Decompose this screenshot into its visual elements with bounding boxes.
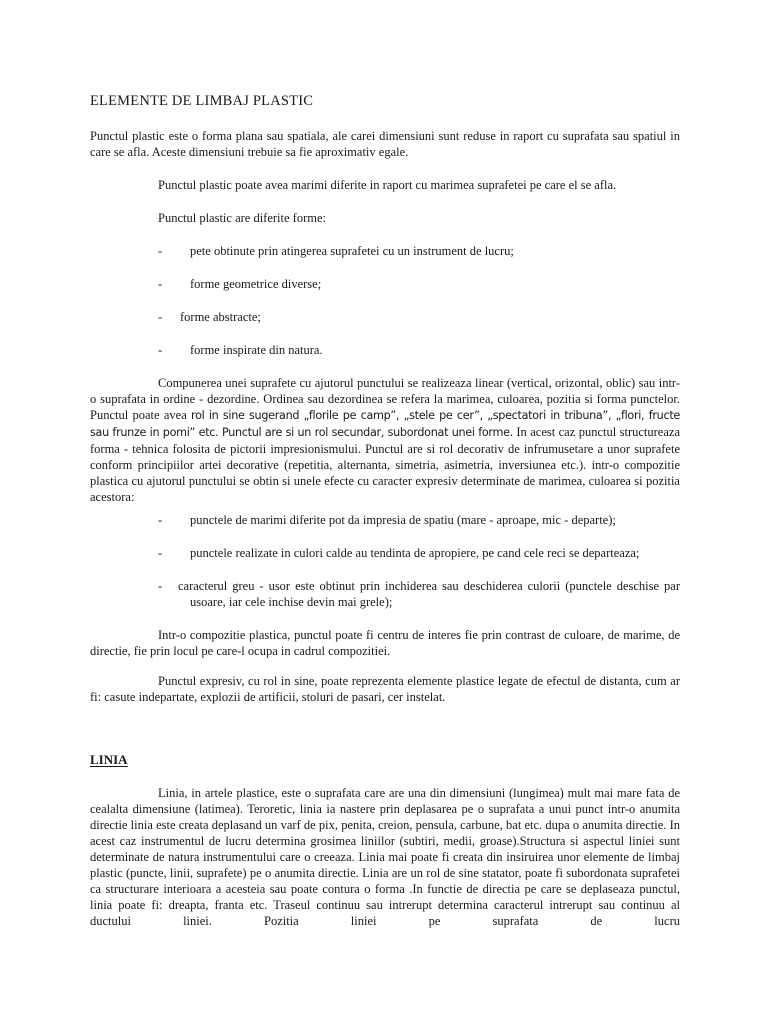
paragraph-marimi: Punctul plastic poate avea marimi diferite in raport cu marimea suprafetei pe care el se afla. — [158, 178, 617, 192]
list-item: forme abstracte; — [180, 310, 261, 324]
list-dash: - — [158, 343, 163, 357]
compunere-text-2: rol in sine sugerand „florile pe camp”, „stele pe cer”, „spectatori in tribuna”, „flori, fructe sau frunze in pomi” etc. Punctul are si un rol secundar, subordonat unei forme. — [90, 409, 680, 439]
list-dash: - — [158, 244, 163, 258]
paragraph-forme: Punctul plastic are diferite forme: — [158, 211, 326, 225]
list-dash: - — [158, 546, 163, 560]
paragraph-expresiv: Punctul expresiv, cu rol in sine, poate reprezenta elemente plastice legate de efectul de distanta, cum ar fi: casute indepartate, explozii de artificii, stoluri de pasari, cer instelat. — [90, 674, 680, 704]
list-item: forme inspirate din natura. — [190, 343, 323, 357]
list-dash: - — [158, 579, 163, 593]
list-item: caracterul greu - usor este obtinut prin inchiderea sau deschiderea culorii (punctele deschise par usoare, iar cele inchise devin mai grele); — [178, 579, 680, 609]
paragraph-centru: Intr-o compozitie plastica, punctul poate fi centru de interes fie prin contrast de culoare, de marime, de directie, fie prin locul pe care-l ocupa in cadrul compozitiei. — [90, 628, 680, 658]
compunere-text-1: Compunerea unei suprafete cu ajutorul punctului se realizeaza linear (vertical, orizontal, oblic) sau intr-o suprafata in ordine - dezordine. Ordinea sau dezordinea se refera la marimea, culoarea, pozitia si forma punctelor. Punctul poate avea — [90, 376, 680, 422]
list-item: forme geometrice diverse; — [190, 277, 322, 291]
intro-paragraph: Punctul plastic este o forma plana sau spatiala, ale carei dimensiuni sunt reduse in raport cu suprafata sau spatiul in care se afla. Aceste dimensiuni trebuie sa fie aproximativ egale. — [90, 129, 680, 159]
list-dash: - — [158, 277, 163, 291]
compunere-text-3: In acest caz punctul structureaza forma - tehnica folosita de pictorii impresionismului. Punctul are si rol decorativ de infrumusetare a unor suprafete conform principiilor artei decorative (repetitia, alternanta, simetria, asimetria, inversiunea etc.). intr-o compozitie plastica cu ajutorul punctului se obtin si unele efecte cu caracter expresiv determinate de marimea, culoarea si pozitia acestora: — [90, 425, 680, 504]
list-dash: - — [158, 310, 163, 324]
section-heading-linia: LINIA — [90, 752, 128, 767]
document-title: ELEMENTE DE LIMBAJ PLASTIC — [90, 93, 314, 109]
list-dash: - — [158, 513, 163, 527]
list-item: pete obtinute prin atingerea suprafetei cu un instrument de lucru; — [190, 244, 514, 258]
list-item: punctele de marimi diferite pot da impresia de spatiu (mare - aproape, mic - departe); — [190, 513, 616, 527]
paragraph-linia: Linia, in artele plastice, este o suprafata care are una din dimensiuni (lungimea) mult mai mare fata de cealalta dimensiune (latimea). Teroretic, linia ia nastere prin deplasarea pe o suprafata a unui punct intr-o anumita directie linia este creata deplasand un varf de pix, penita, creion, pensula, carbune, bat etc. dupa o anumita directie. In acest caz instrumentul de lucru determina grosimea liniilor (subtiri, medii, groase).Structura si aspectul liniei sunt determinate de natura instrumentului care o creeaza. Linia mai poate fi creata din insiruirea unor elemente de limbaj plastic (puncte, linii, suprafete) pe o anumita directie. Linia are un rol de sine statator, poate fi subordonata suprafetei ca structurare interioara a acesteia sau poate contura o forma .In functie de directia pe care se deplaseaza punctul, linia poate fi: dreapta, franta etc. Traseul continuu sau intrerupt determina caracterul intrerupt sau continuu al ductului liniei. Pozitia liniei pe suprafata de lucru — [90, 786, 680, 928]
paragraph-compunere — [90, 375, 680, 505]
list-item: punctele realizate in culori calde au tendinta de apropiere, pe cand cele reci se departeaza; — [190, 546, 640, 560]
